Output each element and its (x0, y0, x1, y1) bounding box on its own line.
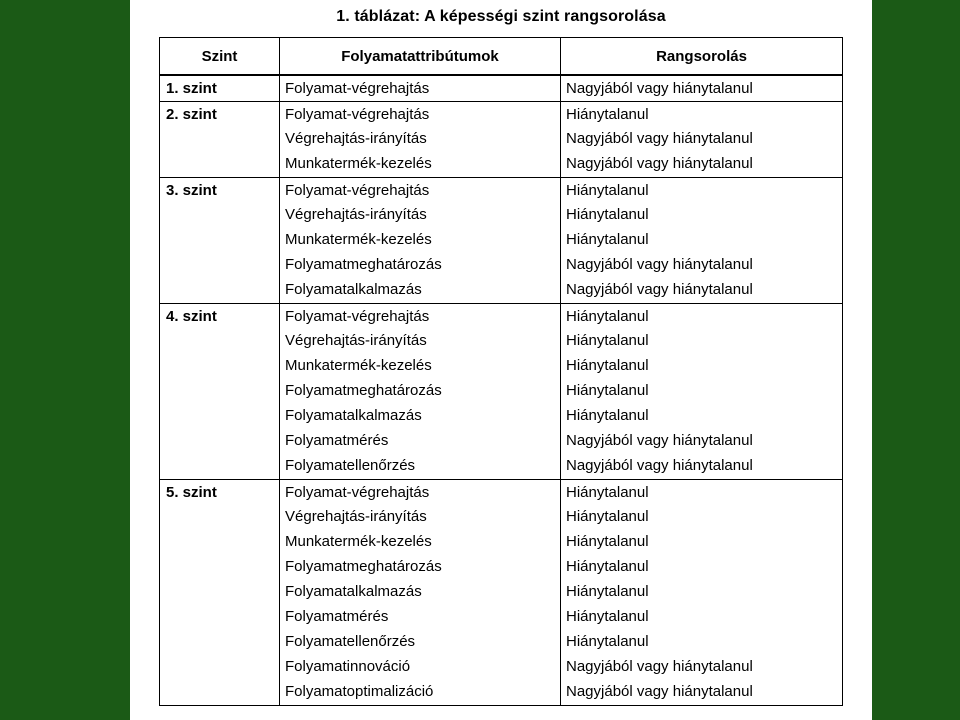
attribute-cell: Folyamatoptimalizáció (285, 683, 434, 700)
attribute-cell: Folyamat-végrehajtás (285, 80, 430, 97)
rating-cell: Nagyjából vagy hiánytalanul (566, 155, 753, 172)
attribute-cell: Folyamat-végrehajtás (285, 484, 430, 501)
rating-cell: Hiánytalanul (566, 558, 649, 575)
attribute-cell: Folyamatmérés (285, 608, 389, 625)
level-group (160, 480, 842, 705)
attribute-cell: Munkatermék-kezelés (285, 155, 432, 172)
rating-cell: Hiánytalanul (566, 508, 649, 525)
rating-column (560, 76, 842, 101)
attribute-cell: Folyamatmeghatározás (285, 382, 442, 399)
header-level: Szint (201, 47, 238, 65)
attribute-column (279, 480, 560, 705)
level-group (160, 102, 842, 178)
attribute-cell: Munkatermék-kezelés (285, 533, 432, 550)
attribute-cell: Végrehajtás-irányítás (285, 130, 427, 147)
level-label: 3. szint (166, 182, 217, 199)
level-label: 5. szint (166, 484, 217, 501)
attribute-cell: Folyamat-végrehajtás (285, 308, 430, 325)
attribute-cell: Folyamatmeghatározás (285, 558, 442, 575)
level-group (160, 76, 842, 102)
attribute-cell: Folyamat-végrehajtás (285, 182, 430, 199)
rating-cell: Nagyjából vagy hiánytalanul (566, 683, 753, 700)
level-label: 4. szint (166, 308, 217, 325)
table-title: 1. táblázat: A képességi szint rangsorolása (336, 8, 666, 25)
header-rating: Rangsorolás (560, 38, 842, 74)
attribute-cell: Folyamatmeghatározás (285, 256, 442, 273)
rating-cell: Nagyjából vagy hiánytalanul (566, 80, 753, 97)
rating-cell: Nagyjából vagy hiánytalanul (566, 658, 753, 675)
attribute-cell: Folyamatalkalmazás (285, 407, 422, 424)
rating-cell: Hiánytalanul (566, 583, 649, 600)
attribute-cell: Folyamatmérés (285, 432, 389, 449)
rating-cell: Nagyjából vagy hiánytalanul (566, 130, 753, 147)
left-green-band (0, 0, 130, 720)
rating-cell: Nagyjából vagy hiánytalanul (566, 432, 753, 449)
level-label: 2. szint (166, 106, 217, 123)
document-page (130, 0, 872, 720)
right-green-band (872, 0, 960, 720)
rating-cell: Hiánytalanul (566, 484, 649, 501)
rating-cell: Hiánytalanul (566, 633, 649, 650)
rating-cell: Hiánytalanul (566, 182, 649, 199)
attribute-cell: Folyamat-végrehajtás (285, 106, 430, 123)
attribute-column (279, 102, 560, 177)
level-group (160, 178, 842, 304)
attribute-cell: Folyamatinnováció (285, 658, 411, 675)
rating-cell: Hiánytalanul (566, 308, 649, 325)
rating-cell: Hiánytalanul (566, 382, 649, 399)
rating-cell: Hiánytalanul (566, 533, 649, 550)
table-body (160, 76, 842, 705)
capability-level-table (159, 37, 843, 706)
attribute-column (279, 178, 560, 303)
rating-column (560, 102, 842, 177)
attribute-cell: Végrehajtás-irányítás (285, 508, 427, 525)
attribute-column (279, 304, 560, 479)
rating-cell: Hiánytalanul (566, 407, 649, 424)
rating-column (560, 178, 842, 303)
attribute-cell: Folyamatellenőrzés (285, 457, 416, 474)
attribute-cell: Munkatermék-kezelés (285, 231, 432, 248)
rating-column (560, 304, 842, 479)
attribute-cell: Folyamatalkalmazás (285, 583, 422, 600)
header-attributes: Folyamatattribútumok (279, 38, 560, 74)
rating-column (560, 480, 842, 705)
rating-cell: Hiánytalanul (566, 332, 649, 349)
level-label: 1. szint (166, 80, 217, 97)
attribute-cell: Munkatermék-kezelés (285, 357, 432, 374)
attribute-cell: Folyamatellenőrzés (285, 633, 416, 650)
attribute-column (279, 76, 560, 101)
attribute-cell: Folyamatalkalmazás (285, 281, 422, 298)
attribute-cell: Végrehajtás-irányítás (285, 206, 427, 223)
rating-cell: Hiánytalanul (566, 106, 649, 123)
rating-cell: Hiánytalanul (566, 608, 649, 625)
table-header-row (160, 38, 842, 76)
level-group (160, 304, 842, 480)
attribute-cell: Végrehajtás-irányítás (285, 332, 427, 349)
rating-cell: Nagyjából vagy hiánytalanul (566, 281, 753, 298)
rating-cell: Hiánytalanul (566, 206, 649, 223)
rating-cell: Nagyjából vagy hiánytalanul (566, 256, 753, 273)
rating-cell: Hiánytalanul (566, 231, 649, 248)
rating-cell: Hiánytalanul (566, 357, 649, 374)
rating-cell: Nagyjából vagy hiánytalanul (566, 457, 753, 474)
